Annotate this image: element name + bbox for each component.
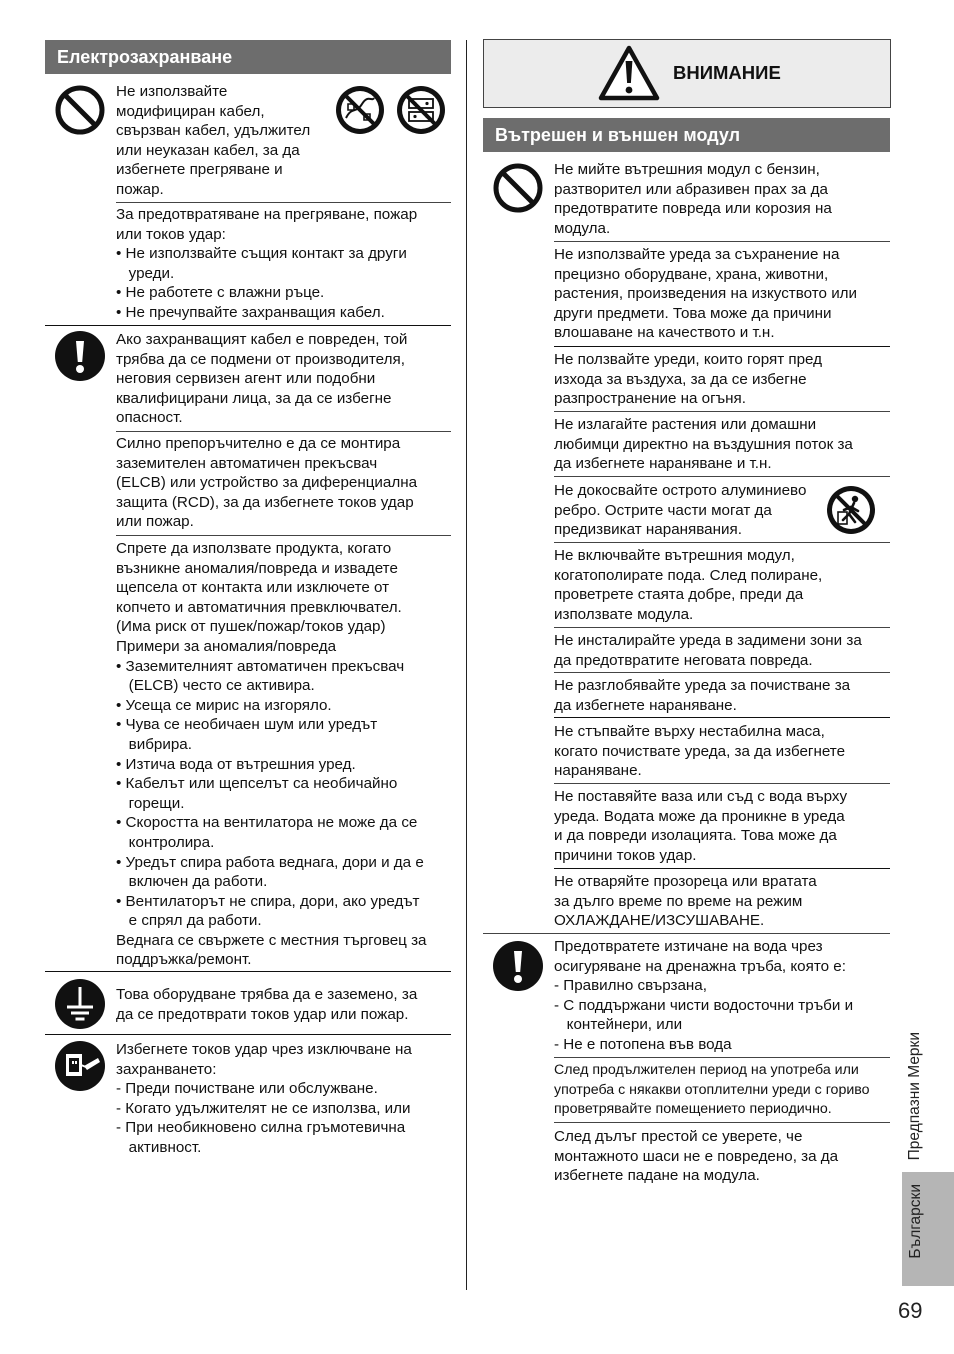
mandatory-action-icon (54, 330, 106, 382)
left-block1-text1: Не използвайте модифициран кабел, свързван кабел, удължител или неуказан кабел, за да избегнете прегряване и пожар. (116, 83, 311, 198)
right-block2-text2: След продължителен период на употреба или употреба с някакви отоплителни уреди с гориво проветрявайте помещението периодично. (554, 1062, 870, 1118)
right-block1-text5: Не докосвайте острото алуминиево ребро. Острите части могат да предизвикат наранявания. (554, 482, 807, 539)
right-block2-text3: След дълъг престой се уверете, че монтажното шаси не е повредено, за да избегнете падане на модула. (554, 1128, 839, 1185)
right-block1-text2: Не използвайте уреда за съхранение на прецизно оборудване, храна, животни, растения, произведения на изкуството или други предмети. Това може да причини влошаване на качеството и т.н. (554, 246, 858, 342)
prohibition-icon (492, 162, 544, 214)
right-block1-text1: Не мийте вътрешния модул с бензин, разтворител или абразивен прах за да предотвратите повреда или корозия на модула. (554, 161, 832, 237)
divider (554, 476, 890, 477)
unplug-icon (54, 1040, 106, 1092)
mandatory-action-icon (492, 940, 544, 992)
left-block2-text1: Ако захранващият кабел е повреден, той трябва да се подмени от производителя, неговия сервизен агент или подобни квалифицирани лица, за да се избегне опасност. (116, 331, 408, 427)
column-divider (466, 40, 467, 1290)
power-supply-title: Електрозахранване (57, 47, 233, 67)
divider (116, 202, 451, 203)
right-block2-text1: Предотвратете изтичане на вода чрез осигуряване на дренажна тръба, която е: - Правилно свързана, - С поддържани чисти водосточни тръби и контейнери, или - Не е потопена във вода (554, 938, 854, 1053)
left-block2-text3: Спрете да използвате продукта, когато възникне аномалия/повреда и извадете щепсела от контакта или изключете от копчето и автоматичния превключвател. (Има риск от пушек/пожар/токов удар) Примери за аномалия/повреда • Заземителният автоматичен прекъсвач (ELCB) често се активира. • Усеща се мирис на изгоряло. • Чува се необичаен шум или уредът вибрира. • Изтича вода от вътрешния уред. • Кабелът или щепселът са необичайно горещи. • Скоростта на вентилатора не може да се контролира. • Уредът спира работа веднага, дори и да е включен да работи. • Вентилаторът не спира, дори, ако уредът е спрял да работи. Веднага се свържете с местния търговец за поддръжка/ремонт. (116, 540, 427, 969)
right-block1-text6: Не включвайте вътрешния модул, когатополирате пода. След полиране, проветрете стаята добре, преди да използвате модула. (554, 547, 823, 623)
caution-box (483, 39, 891, 108)
divider (554, 868, 890, 869)
page-number: 69 (898, 1298, 923, 1323)
indoor-outdoor-title: Вътрешен и външен модул (495, 125, 741, 145)
left-block4-text1: Избегнете токов удар чрез изключване на захранването: - Преди почистване или обслужване. - Когато удължителят не се използва, или - При необикновено силна гръмотевична активност. (116, 1041, 412, 1156)
divider (554, 1057, 890, 1058)
divider (554, 672, 890, 673)
grounding-icon (54, 978, 106, 1030)
divider (116, 535, 451, 536)
side-section-tab (902, 990, 954, 1160)
right-block1-text10: Не поставяйте ваза или съд с вода върху уреда. Водата може да проникне в уреда и да повреди изолацията. Това може да причини токов удар. (554, 788, 848, 864)
right-block1-text11: Не отваряйте прозореца или вратата за дълго време по време на режим ОХЛАЖДАНЕ/ИЗСУШАВАНЕ. (554, 873, 817, 930)
side-language-label: Български (907, 1184, 924, 1259)
right-block1-text7: Не инсталирайте уреда в задимени зони за да предотвратите неговата повреда. (554, 632, 862, 669)
divider (45, 971, 451, 972)
left-block2-text2: Силно препоръчително е да се монтира заземителен автоматичен прекъсвач (ELCB) или устройство за диференциална защита (RCD), за да избегнете токов удар или пожар. (116, 435, 418, 531)
divider (554, 1122, 890, 1123)
divider (554, 241, 890, 242)
divider (554, 542, 890, 543)
divider (45, 1034, 451, 1035)
right-block1-text8: Не разглобявайте уреда за почистване за да избегнете нараняване. (554, 677, 851, 714)
no-touching-fins-icon (825, 484, 877, 536)
left-block1-text2: За предотвратяване на прегряване, пожар или токов удар: • Не използвайте същия контакт за други уреди. • Не работете с влажни ръце. • Не пречупвайте захранващия кабел. (116, 206, 418, 321)
right-block1-text3: Не ползвайте уреди, които горят пред изхода за въздуха, за да се избегне разпространение на огъня. (554, 351, 823, 408)
side-section-label: Предпазни Мерки (906, 1031, 923, 1160)
left-block3-text1: Това оборудване трябва да е заземено, за да се предотврати токов удар или пожар. (116, 986, 418, 1023)
divider (116, 431, 451, 432)
divider (554, 717, 890, 718)
warning-triangle-icon (597, 44, 661, 102)
divider (554, 627, 890, 628)
divider (45, 325, 451, 326)
right-block1-text4: Не излагайте растения или домашни любимци директно на въздушния поток за да избегнете нараняване и т.н. (554, 416, 853, 473)
no-modified-cable-icon (334, 84, 386, 136)
indoor-outdoor-header (483, 118, 890, 152)
divider (483, 933, 890, 934)
divider (554, 783, 890, 784)
divider (554, 411, 890, 412)
no-extension-cable-icon (395, 84, 447, 136)
power-supply-header (45, 40, 451, 74)
prohibition-icon (54, 84, 106, 136)
side-language-tab (902, 1172, 954, 1286)
right-block1-text9: Не стъпвайте върху нестабилна маса, когато почиствате уреда, за да избегнете нараняване. (554, 723, 846, 780)
divider (554, 346, 890, 347)
caution-label: ВНИМАНИЕ (673, 62, 781, 83)
